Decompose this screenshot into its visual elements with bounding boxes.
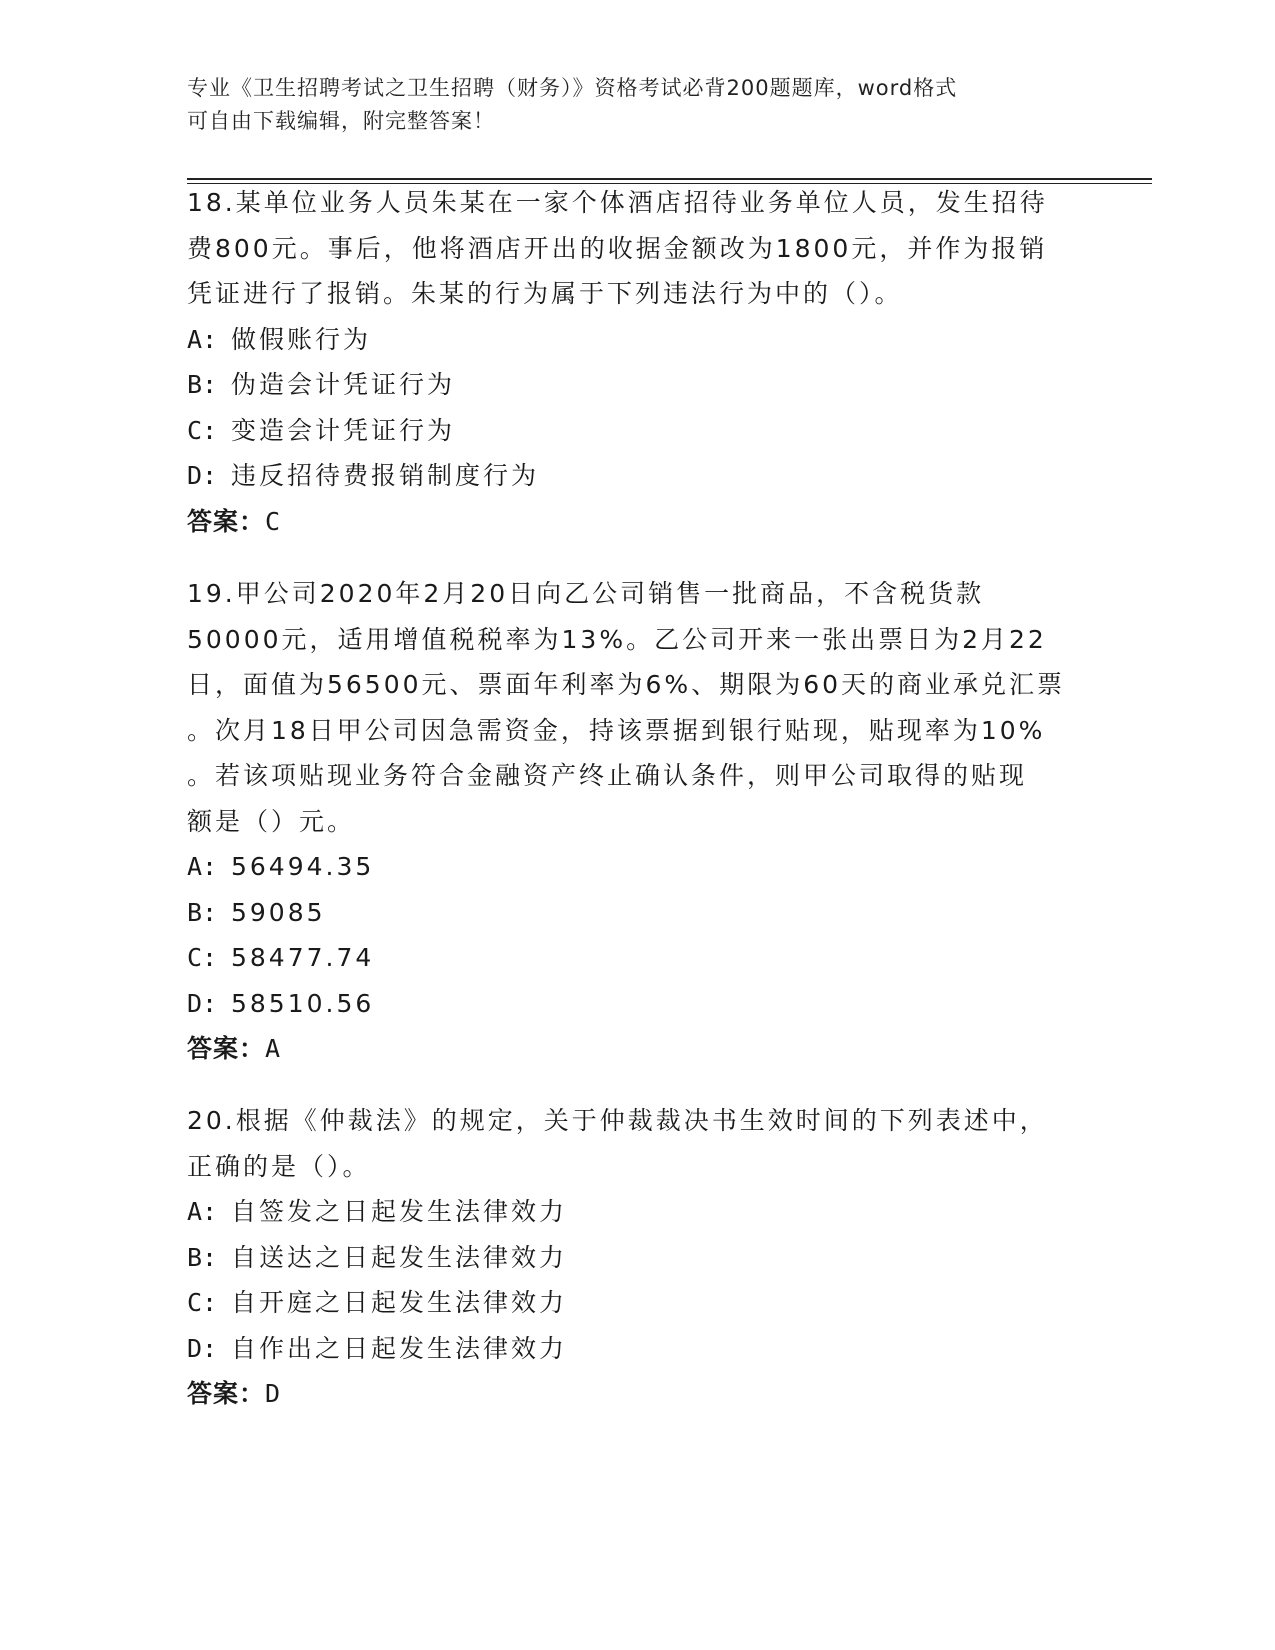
document-header — [187, 72, 1067, 138]
option-c — [187, 1280, 1087, 1326]
answer-label: 答案： — [187, 1379, 266, 1408]
option-b — [187, 890, 1087, 936]
question-stem: 20.根据《仲裁法》的规定，关于仲裁裁决书生效时间的下列表述中， 正确的是（）。 — [187, 1106, 1048, 1181]
question-18 — [187, 180, 1087, 544]
option-a — [187, 844, 1087, 890]
option-text: 56494.35 — [231, 852, 375, 881]
option-letter: B: — [187, 1242, 218, 1272]
option-text: 58477.74 — [231, 943, 375, 972]
option-c — [187, 408, 1087, 454]
question-stem: 18.某单位业务人员朱某在一家个体酒店招待业务单位人员，发生招待 费800元。事后，他将酒店开出的收据金额改为1800元，并作为报销 凭证进行了报销。朱某的行为属于下列违法行为中的（）。 — [187, 188, 1048, 308]
option-letter: C: — [187, 415, 218, 445]
option-text: 自签发之日起发生法律效力 — [231, 1197, 568, 1226]
option-letter: D: — [187, 1333, 218, 1363]
question-19 — [187, 571, 1087, 1072]
option-d — [187, 981, 1087, 1027]
option-letter: A: — [187, 852, 218, 881]
answer-line — [187, 499, 1087, 545]
option-text: 伪造会计凭证行为 — [231, 370, 456, 399]
option-a — [187, 1189, 1087, 1235]
option-a — [187, 317, 1087, 363]
header-line-1: 专业《卫生招聘考试之卫生招聘（财务）》资格考试必背200题题库，word格式 — [187, 76, 958, 100]
question-stem: 19.甲公司2020年2月20日向乙公司销售一批商品，不含税货款 50000元，适用增值税税率为13%。乙公司开来一张出票日为2月22 日，面值为56500元、票面年利率为6%、期限为60天的商业承兑汇票 。次月18日甲公司因急需资金，持该票据到银行贴现，贴现率为10% 。若该项贴现业务符合金融资产终止确认条件，则甲公司取得的贴现 额是（）元。 — [187, 579, 1066, 836]
option-text: 违反招待费报销制度行为 — [231, 461, 540, 490]
option-letter: B: — [187, 897, 218, 927]
option-c — [187, 935, 1087, 981]
option-d — [187, 453, 1087, 499]
option-letter: C: — [187, 943, 218, 972]
option-letter: B: — [187, 370, 218, 399]
option-letter: D: — [187, 461, 218, 490]
answer-label: 答案： — [187, 1034, 266, 1063]
question-20 — [187, 1098, 1087, 1417]
option-text: 自作出之日起发生法律效力 — [231, 1333, 568, 1363]
option-letter: D: — [187, 988, 218, 1018]
option-letter: A: — [187, 324, 218, 354]
answer-line — [187, 1371, 1087, 1417]
option-text: 自开庭之日起发生法律效力 — [231, 1288, 568, 1317]
answer-value: C — [265, 506, 282, 536]
option-d — [187, 1326, 1087, 1372]
option-text: 自送达之日起发生法律效力 — [231, 1242, 568, 1272]
option-text: 59085 — [231, 897, 326, 927]
answer-label: 答案： — [187, 506, 266, 536]
answer-value: A — [265, 1034, 282, 1063]
answer-value: D — [265, 1379, 282, 1408]
answer-line — [187, 1026, 1087, 1072]
option-text: 58510.56 — [231, 988, 375, 1018]
option-text: 变造会计凭证行为 — [231, 415, 456, 445]
option-b — [187, 362, 1087, 408]
option-letter: A: — [187, 1197, 218, 1226]
option-text: 做假账行为 — [231, 324, 372, 354]
header-line-2: 可自由下载编辑，附完整答案！ — [187, 109, 495, 133]
option-b — [187, 1235, 1087, 1281]
option-letter: C: — [187, 1288, 218, 1317]
